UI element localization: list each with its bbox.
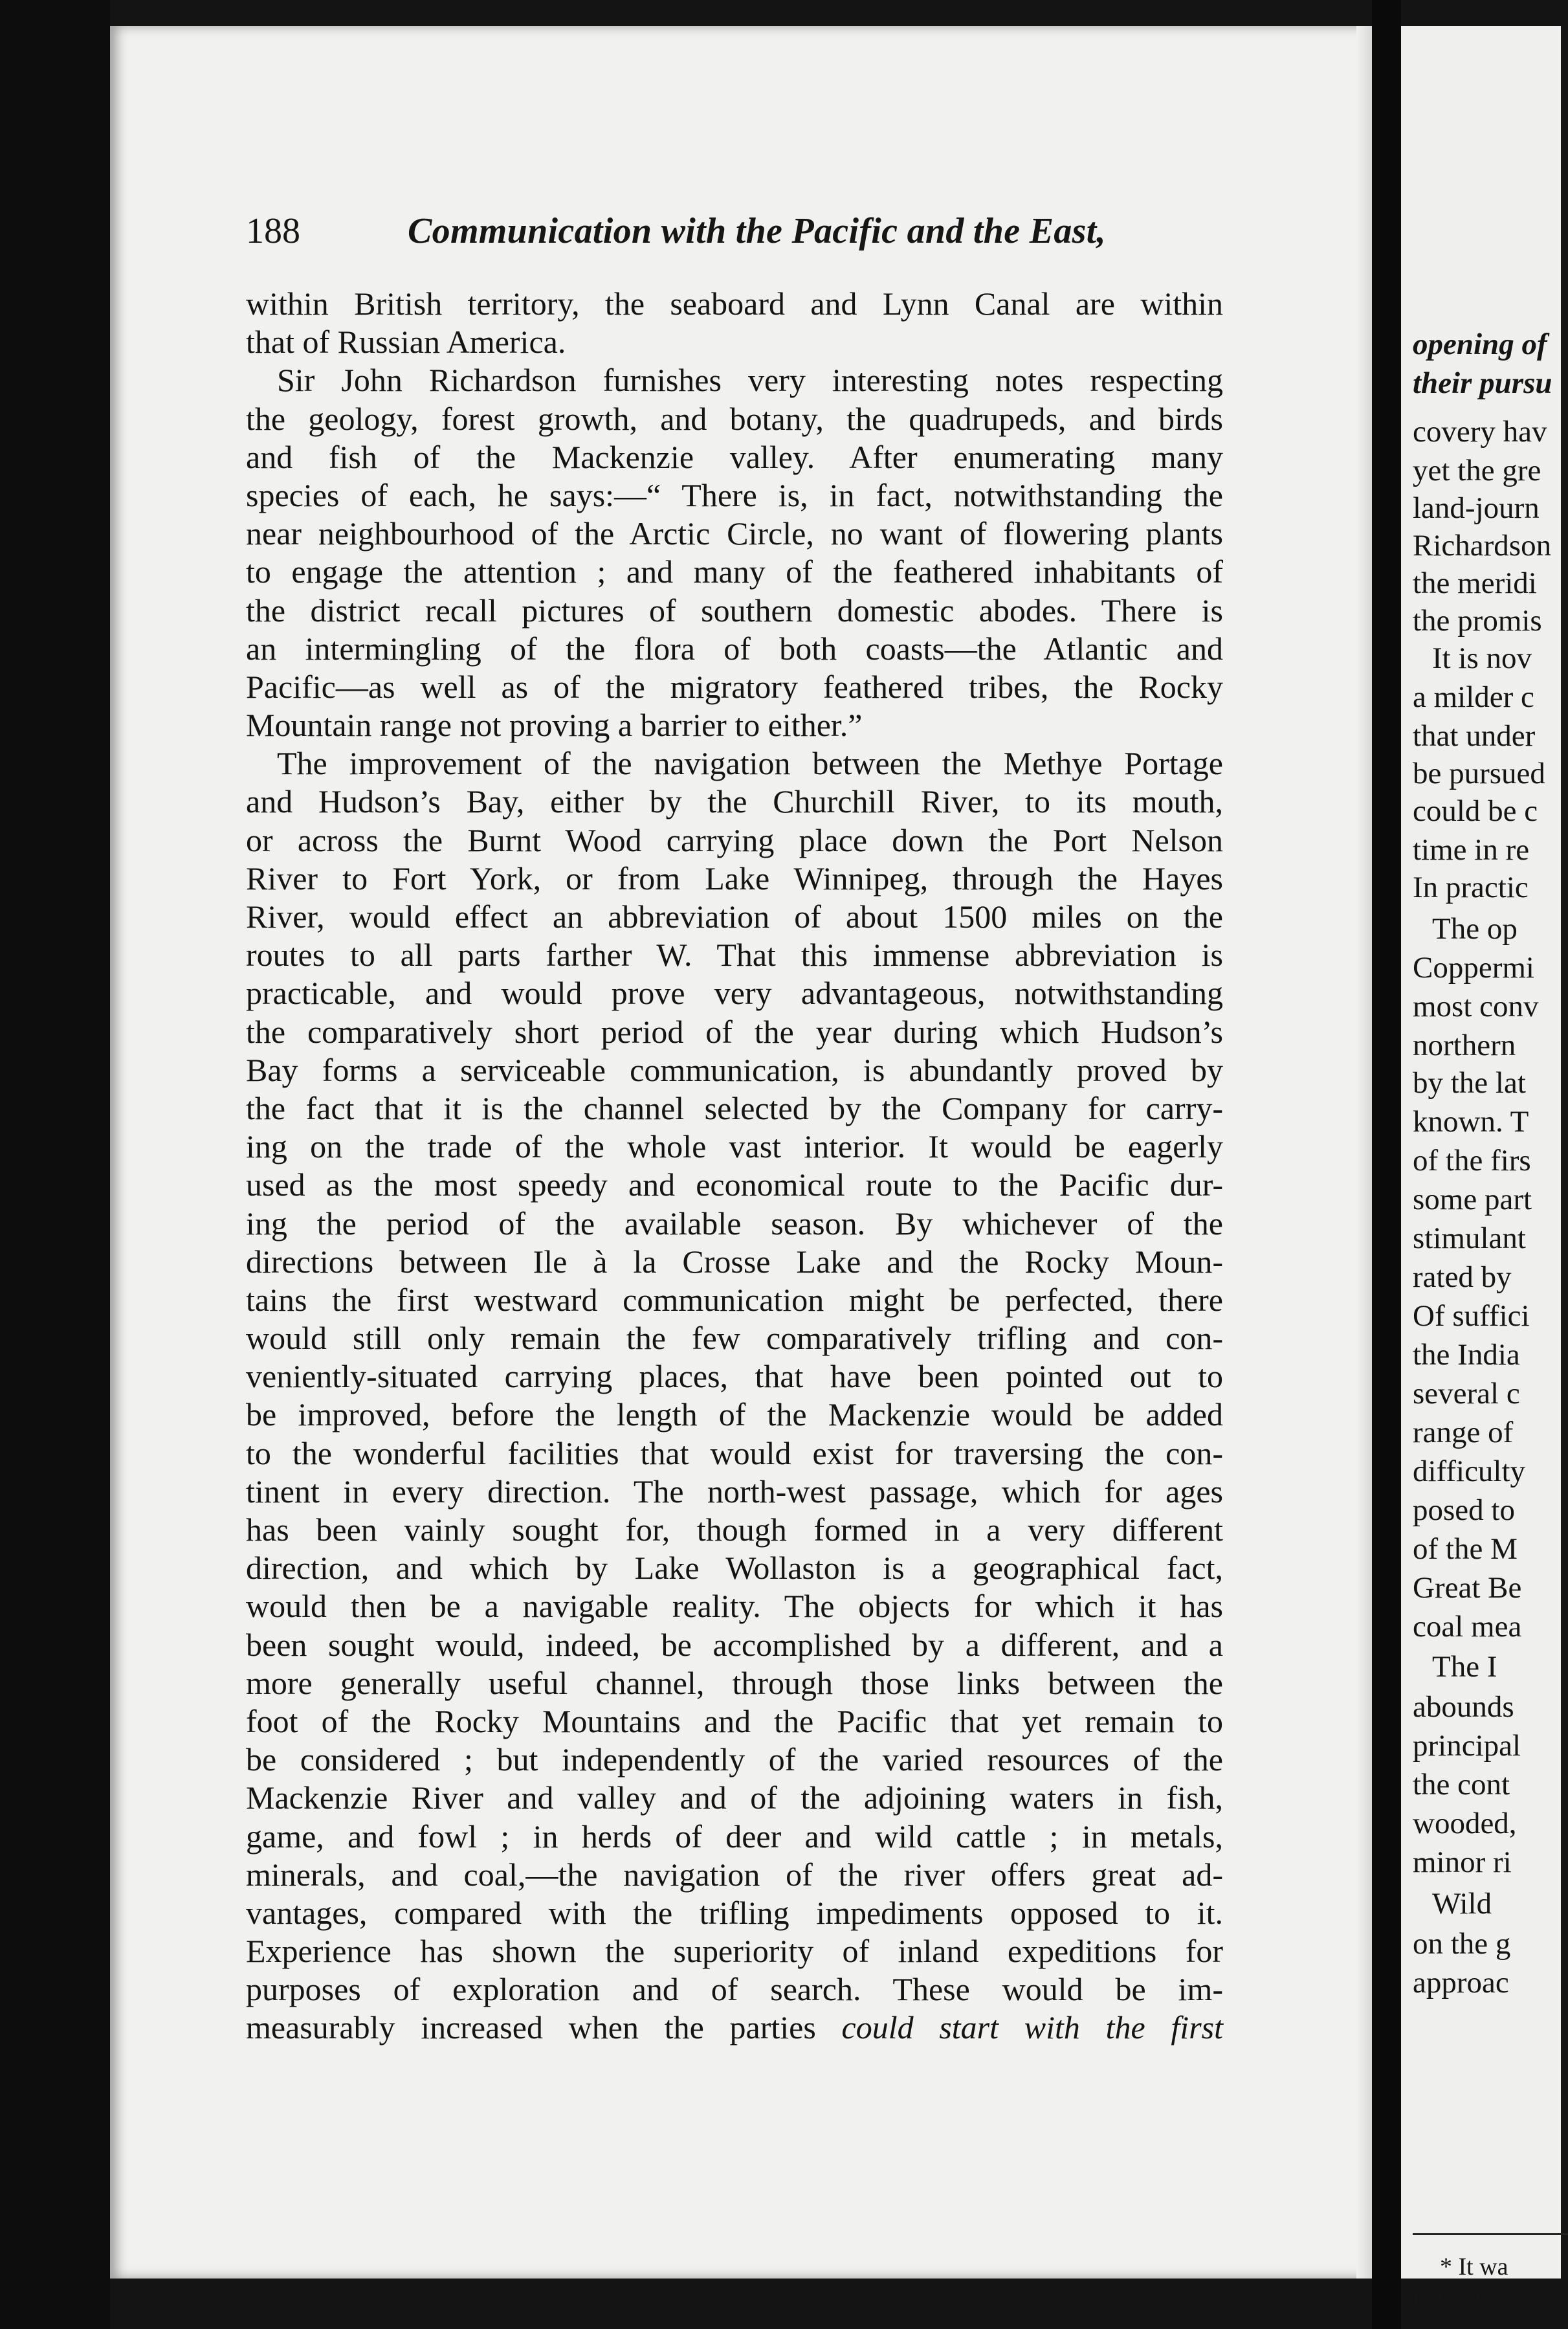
facing-page-line: approac [1413, 1966, 1509, 2000]
facing-page-line: on the g [1413, 1927, 1511, 1961]
facing-page-line: It is nov [1432, 641, 1532, 675]
text-line: minerals, and coal,—the navigation of the river offers great ad- [246, 1856, 1223, 1893]
text-line: been sought would, indeed, be accomplished by a different, and a [246, 1626, 1223, 1663]
facing-page-line: The op [1432, 912, 1518, 946]
facing-page-line: could be c [1413, 794, 1538, 828]
text-line: Mountain range not proving a barrier to either.” [246, 707, 863, 744]
text-line: ing the period of the available season. By whichever of the [246, 1205, 1223, 1242]
footnote-line: not to boa [1413, 2282, 1511, 2310]
text-line: direction, and which by Lake Wollaston is a geographical fact, [246, 1550, 1223, 1587]
text-line: River, would effect an abbreviation of about 1500 miles on the [246, 898, 1223, 935]
text-line: purposes of exploration and of search. These would be im- [246, 1971, 1223, 2008]
facing-page-line: abounds [1413, 1690, 1514, 1724]
facing-page-line: by the lat [1413, 1066, 1526, 1100]
text-line-final [246, 2009, 1223, 2047]
text-line: and Hudson’s Bay, either by the Churchill River, to its mouth, [246, 783, 1223, 820]
facing-page-line: known. T [1413, 1105, 1529, 1139]
text-line: has been vainly sought for, though formed in a very different [246, 1511, 1223, 1548]
facing-page-line: northern [1413, 1029, 1516, 1062]
page-number: 188 [246, 211, 300, 251]
body-text [246, 285, 1223, 2047]
book-spine [1372, 0, 1401, 2329]
facing-page-line: Coppermi [1413, 951, 1534, 985]
text-line: be improved, before the length of the Mackenzie would be added [246, 1396, 1223, 1433]
facing-page-line: minor ri [1413, 1845, 1512, 1879]
facing-page-line: coal mea [1413, 1610, 1522, 1644]
facing-page-line: time in re [1413, 833, 1530, 867]
text-line: to the wonderful facilities that would exist for traversing the con- [246, 1434, 1223, 1471]
text-line: near neighbourhood of the Arctic Circle, no want of flowering plants [246, 515, 1223, 552]
facing-page-line: difficulty [1413, 1454, 1526, 1488]
facing-page-line: wooded, [1413, 1807, 1517, 1840]
running-title: Communication with the Pacific and the East, [408, 211, 1106, 251]
text-line: routes to all parts farther W. That this immense abbreviation is [246, 937, 1223, 974]
text-line: be considered ; but independently of the varied resources of the [246, 1741, 1223, 1778]
facing-page-line: be pursued [1413, 757, 1545, 790]
footnote-rule [1413, 2233, 1568, 2235]
facing-page-line: range of [1413, 1416, 1514, 1449]
text-line: the comparatively short period of the year during which Hudson’s [246, 1013, 1223, 1050]
text-line: Bay forms a serviceable communication, is abundantly proved by [246, 1051, 1223, 1088]
facing-page-line: principal [1413, 1729, 1521, 1763]
text-line: would still only remain the few comparatively trifling and con- [246, 1320, 1223, 1357]
text-line: or across the Burnt Wood carrying place down the Port Nelson [246, 821, 1223, 858]
facing-page-line: a milder c [1413, 680, 1534, 714]
text-line: within British territory, the seaboard and Lynn Canal are within [246, 285, 1223, 322]
text-line: that of Russian America. [246, 324, 566, 361]
text-line: River to Fort York, or from Lake Winnipeg, through the Hayes [246, 860, 1223, 897]
text-line: used as the most speedy and economical route to the Pacific dur- [246, 1166, 1223, 1203]
facing-page-fragment [1401, 26, 1561, 2310]
facing-page-line: most conv [1413, 990, 1539, 1023]
text-line: the fact that it is the channel selected by the Company for carry- [246, 1089, 1223, 1126]
facing-page-line: Of suffici [1413, 1299, 1530, 1333]
text-line: an intermingling of the flora of both coasts—the Atlantic and [246, 630, 1223, 667]
text-line: Pacific—as well as of the migratory feathered tribes, the Rocky [246, 668, 1223, 705]
text-line: Mackenzie River and valley and of the adjoining waters in fish, [246, 1779, 1223, 1816]
facing-page-line: Wild [1432, 1887, 1492, 1921]
facing-page-line: stimulant [1413, 1221, 1526, 1255]
text-line: Sir John Richardson furnishes very interesting notes respecting [277, 362, 1223, 399]
facing-page-line: the promis [1413, 604, 1542, 638]
facing-page-line: opening of [1413, 328, 1547, 361]
facing-page-line: several c [1413, 1377, 1520, 1410]
text-line: game, and fowl ; in herds of deer and wild cattle ; in metals, [246, 1818, 1223, 1855]
facing-page-line: The I [1432, 1650, 1497, 1684]
text-line: to engage the attention ; and many of the feathered inhabitants of [246, 553, 1223, 590]
text-roman: measurably increased when the parties [246, 2009, 842, 2046]
text-line: The improvement of the navigation between the Methye Portage [277, 745, 1223, 782]
facing-page-line: land-journ [1413, 491, 1540, 525]
facing-page-line: their pursu [1413, 366, 1552, 400]
page-gutter-shadow [1356, 26, 1372, 2279]
facing-page-line: posed to [1413, 1493, 1515, 1527]
text-line: Experience has shown the superiority of inland expeditions for [246, 1933, 1223, 1970]
facing-page-line: Richardson [1413, 529, 1552, 563]
facing-page-line: of the M [1413, 1532, 1518, 1566]
text-line: species of each, he says:—“ There is, in fact, notwithstanding the [246, 476, 1223, 513]
text-line: the district recall pictures of southern domestic abodes. There is [246, 592, 1223, 629]
text-line: tains the first westward communication might be perfected, there [246, 1281, 1223, 1318]
footnote-line: * It wa [1440, 2253, 1508, 2280]
facing-page-line: covery hav [1413, 415, 1547, 449]
facing-page-line: the India [1413, 1338, 1520, 1372]
facing-page-line: some part [1413, 1183, 1532, 1216]
facing-page-line: yet the gre [1413, 454, 1541, 487]
text-line: practicable, and would prove very advantageous, notwithstanding [246, 975, 1223, 1012]
facing-page-line: of the firs [1413, 1144, 1531, 1177]
text-line: more generally useful channel, through those links between the [246, 1664, 1223, 1701]
text-line: directions between Ile à la Crosse Lake and the Rocky Moun- [246, 1243, 1223, 1280]
facing-page-line: rated by [1413, 1260, 1512, 1294]
text-line: foot of the Rocky Mountains and the Pacific that yet remain to [246, 1702, 1223, 1739]
text-line: the geology, forest growth, and botany, the quadrupeds, and birds [246, 400, 1223, 437]
facing-page-line: the cont [1413, 1768, 1510, 1801]
text-line: vantages, compared with the trifling impediments opposed to it. [246, 1894, 1223, 1931]
scan-left-edge [0, 0, 110, 2329]
facing-page-line: the meridi [1413, 566, 1537, 600]
text-line: would then be a navigable reality. The objects for which it has [246, 1588, 1223, 1625]
facing-page-line: In practic [1413, 871, 1529, 904]
text-line: ing on the trade of the whole vast interior. It would be eagerly [246, 1128, 1223, 1165]
facing-page-line: that under [1413, 719, 1536, 753]
facing-page-line: Great Be [1413, 1571, 1522, 1605]
text-line: tinent in every direction. The north-west passage, which for ages [246, 1473, 1223, 1510]
page-header [246, 204, 1223, 262]
text-line: veniently-situated carrying places, that have been pointed out to [246, 1358, 1223, 1395]
text-italic: could start with the first [841, 2009, 1223, 2046]
text-line: and fish of the Mackenzie valley. After enumerating many [246, 438, 1223, 475]
